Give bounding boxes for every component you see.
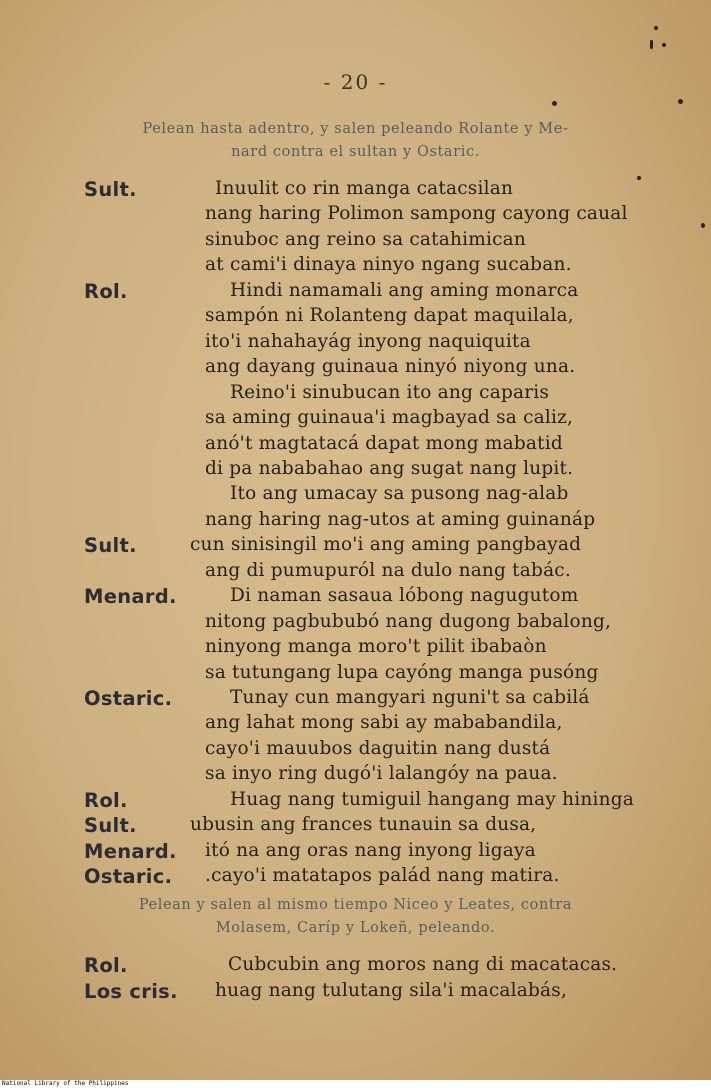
verse-line bbox=[0, 229, 711, 255]
stage-direction-line: Pelean y salen al mismo tiempo Niceo y Leates, contra bbox=[138, 897, 573, 913]
verse-text: huag nang tulutang sila'i macalabás, bbox=[215, 980, 568, 1001]
verse-text: di pa nababahao ang sugat nang lupit. bbox=[205, 457, 574, 479]
ink-speck bbox=[552, 101, 557, 106]
verse-line bbox=[0, 738, 711, 764]
stage-direction-line: Pelean hasta adentro, y salen peleando Rolante y Me- bbox=[142, 121, 569, 137]
verse-line bbox=[0, 305, 711, 331]
verse-line bbox=[0, 954, 711, 980]
verse-text: Reino'i sinubucan ito ang caparis bbox=[230, 381, 550, 403]
verse-text: Tunay cun mangyari nguni't sa cabilá bbox=[230, 687, 590, 708]
verse-line bbox=[0, 865, 711, 891]
verse-line bbox=[0, 980, 711, 1006]
verse-text: sa tutungang lupa cayóng manga pusóng bbox=[205, 661, 599, 683]
verse-text: nang haring nag-utos at aming guinanáp bbox=[205, 508, 596, 530]
verse-line bbox=[0, 254, 711, 280]
speaker-name: Ostaric. bbox=[84, 865, 173, 889]
verse-text: Cubcubin ang moros nang di macatacas. bbox=[228, 954, 618, 975]
stage-direction bbox=[0, 118, 711, 164]
verse-text: cun sinisingil mo'i ang aming pangbayad bbox=[190, 534, 582, 556]
verse-text: sa aming guinaua'i magbayad sa caliz, bbox=[205, 407, 574, 429]
verse-text: nitong pagbububó nang dugong babalong, bbox=[205, 610, 612, 632]
verse-line bbox=[0, 331, 711, 357]
ink-speck bbox=[650, 40, 653, 49]
speaker-name: Menard. bbox=[84, 585, 177, 609]
speaker-name: Rol. bbox=[84, 279, 128, 303]
verse-text: ang di pumupuról na dulo nang tabác. bbox=[205, 559, 571, 581]
verse-text: ang lahat mong sabi ay mababandila, bbox=[205, 712, 563, 734]
speaker-name: Rol. bbox=[84, 788, 128, 812]
page-number: - 20 - bbox=[323, 70, 388, 94]
verse-text: Ito ang umacay sa pusong nag-alab bbox=[230, 483, 569, 505]
verse-line bbox=[0, 280, 711, 306]
verse-text: itó na ang oras nang inyong ligaya bbox=[205, 839, 536, 861]
verse-line bbox=[0, 789, 711, 815]
speaker-name: Menard. bbox=[84, 839, 177, 863]
verse-line bbox=[0, 534, 711, 560]
ink-speck bbox=[662, 43, 666, 47]
stage-direction bbox=[0, 894, 711, 940]
verse-text: anó't magtatacá dapat mong mabatid bbox=[205, 432, 563, 454]
verse-line bbox=[0, 509, 711, 535]
ink-speck bbox=[678, 99, 683, 104]
verse-text: Inuulit co rin manga catacsilan bbox=[215, 178, 514, 199]
speaker-name: Sult. bbox=[84, 534, 137, 558]
verse-line bbox=[0, 560, 711, 586]
verse-line bbox=[0, 712, 711, 738]
verse-text: Di naman sasaua lóbong nagugutom bbox=[230, 585, 579, 607]
verse-text: nang haring Polimon sampong cayong caual bbox=[205, 203, 628, 225]
verse-line bbox=[0, 662, 711, 688]
library-watermark: National Library of the Philippines bbox=[0, 1080, 711, 1088]
verse-text: sinuboc ang reino sa catahimican bbox=[205, 228, 527, 250]
verse-line bbox=[0, 585, 711, 611]
verse-line bbox=[0, 356, 711, 382]
verse-line bbox=[0, 687, 711, 713]
verse-text: ninyong manga moro't pilit ibabaòn bbox=[205, 636, 547, 658]
verse-line bbox=[0, 203, 711, 229]
verse-line bbox=[0, 178, 711, 204]
verse-text: sa inyo ring dugó'i lalangóy na paua. bbox=[205, 763, 558, 785]
ink-speck bbox=[654, 26, 658, 30]
verse-text: Huag nang tumiguil hangang may hininga bbox=[230, 788, 634, 810]
speaker-name: Rol. bbox=[84, 954, 128, 977]
verse-line bbox=[0, 483, 711, 509]
verse-line bbox=[0, 407, 711, 433]
verse-text: .cayo'i matatapos palád nang matira. bbox=[205, 865, 560, 887]
stage-direction-line: Molasem, Caríp y Lokeñ, peleando. bbox=[215, 920, 496, 936]
speaker-name: Sult. bbox=[84, 178, 137, 201]
verse-text: ito'i nahahayág inyong naquiquita bbox=[205, 330, 531, 352]
stage-direction-line: nard contra el sultan y Ostaric. bbox=[231, 144, 480, 160]
verse-line bbox=[0, 763, 711, 789]
verse-text: at cami'i dinaya ninyo ngang sucaban. bbox=[205, 254, 572, 276]
speaker-name: Ostaric. bbox=[84, 687, 173, 710]
verse-text: sampón ni Rolanteng dapat maquilala, bbox=[205, 305, 574, 327]
verse-line bbox=[0, 458, 711, 484]
speaker-name: Sult. bbox=[84, 814, 137, 838]
speaker-name: Los cris. bbox=[84, 980, 178, 1003]
verse-line bbox=[0, 382, 711, 408]
verse-text: ang dayang guinaua ninyó niyong una. bbox=[205, 356, 576, 378]
verse-text: cayo'i mauubos daguitin nang dustá bbox=[205, 737, 551, 759]
verse-line bbox=[0, 814, 711, 840]
verse-text: Hindi namamali ang aming monarca bbox=[230, 279, 579, 301]
verse-line bbox=[0, 636, 711, 662]
verse-line bbox=[0, 611, 711, 637]
verse-text: ubusin ang frances tunauin sa dusa, bbox=[190, 814, 537, 836]
verse-line bbox=[0, 433, 711, 459]
verse-line bbox=[0, 840, 711, 866]
